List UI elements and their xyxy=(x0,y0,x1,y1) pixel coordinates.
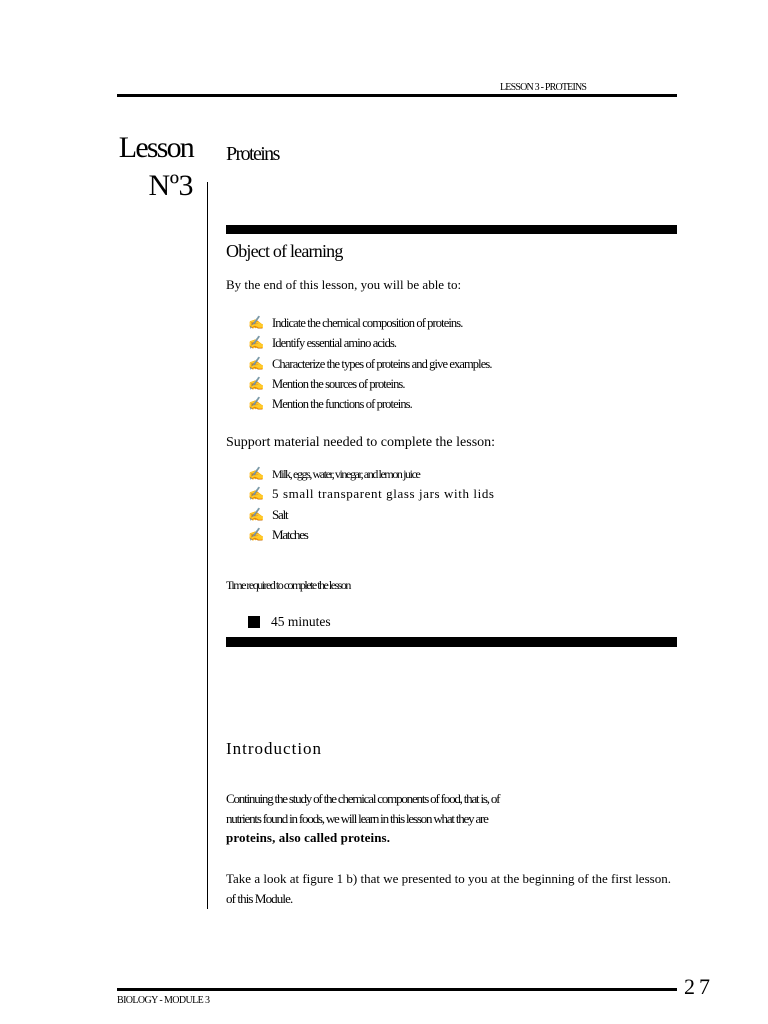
objectives-heading: Object of learning xyxy=(226,241,343,261)
materials-list xyxy=(248,464,495,545)
writing-hand-icon: ✍ xyxy=(248,526,265,542)
list-item xyxy=(248,354,492,374)
running-footer: BIOLOGY - MODULE 3 xyxy=(117,995,210,1006)
header-rule xyxy=(117,94,677,97)
section-bar-top xyxy=(226,225,677,234)
lesson-number: Nº3 xyxy=(148,169,193,202)
black-square-icon xyxy=(248,616,260,628)
time-value: 45 minutes xyxy=(271,614,331,629)
writing-hand-icon: ✍ xyxy=(248,466,265,481)
vertical-rule xyxy=(207,182,208,909)
list-item-text: Identify essential amino acids. xyxy=(272,336,397,351)
list-item-text: Salt xyxy=(272,506,288,522)
section-bar-bottom xyxy=(226,637,677,647)
objectives-list xyxy=(248,313,492,414)
lesson-title: Proteins xyxy=(226,143,279,165)
paragraph-line: of this Module. xyxy=(226,890,293,906)
page-number: 27 xyxy=(684,974,714,999)
footer-rule xyxy=(117,988,677,991)
list-item-text: Milk, eggs, water, vinegar, and lemon juice xyxy=(272,467,420,481)
introduction-heading: Introduction xyxy=(226,739,323,758)
writing-hand-icon: ✍ xyxy=(248,335,264,351)
list-item-text: 5 small transparent glass jars with lids xyxy=(272,486,495,502)
list-item-text: Characterize the types of proteins and give examples. xyxy=(272,356,492,371)
lesson-word: Lesson xyxy=(118,131,193,164)
list-item-text: Matches xyxy=(272,526,308,542)
list-item xyxy=(248,525,495,545)
materials-heading: Support material needed to complete the lesson: xyxy=(226,435,496,450)
list-item-text: Indicate the chemical composition of proteins. xyxy=(272,316,463,330)
introduction-paragraph-2 xyxy=(226,869,756,908)
writing-hand-icon: ✍ xyxy=(248,396,264,412)
time-heading: Time required to complete the lesson xyxy=(226,578,350,592)
list-item xyxy=(248,313,492,333)
writing-hand-icon: ✍ xyxy=(248,486,265,502)
writing-hand-icon: ✍ xyxy=(248,506,265,522)
list-item xyxy=(248,394,492,414)
writing-hand-icon: ✍ xyxy=(248,355,264,371)
list-item xyxy=(248,333,492,353)
writing-hand-icon: ✍ xyxy=(248,375,264,391)
paragraph-line: nutrients found in foods, we will learn in this lesson what they are xyxy=(226,810,488,826)
list-item-text: Mention the sources of proteins. xyxy=(272,376,405,391)
objectives-intro: By the end of this lesson, you will be able to: xyxy=(226,277,462,292)
introduction-paragraph xyxy=(226,789,746,848)
paragraph-line: Continuing the study of the chemical components of food, that is, of xyxy=(226,791,500,806)
list-item xyxy=(248,374,492,394)
list-item xyxy=(248,484,495,504)
paragraph-line-bold: proteins, also called proteins. xyxy=(226,830,391,845)
list-item-text: Mention the functions of proteins. xyxy=(272,397,412,412)
list-item xyxy=(248,464,495,484)
time-row xyxy=(248,614,331,630)
paragraph-line: Take a look at figure 1 b) that we presented to you at the beginning of the first lesson. xyxy=(226,871,671,886)
running-header: LESSON 3 - PROTEINS xyxy=(500,82,587,93)
list-item xyxy=(248,505,495,525)
writing-hand-icon: ✍ xyxy=(248,315,264,330)
